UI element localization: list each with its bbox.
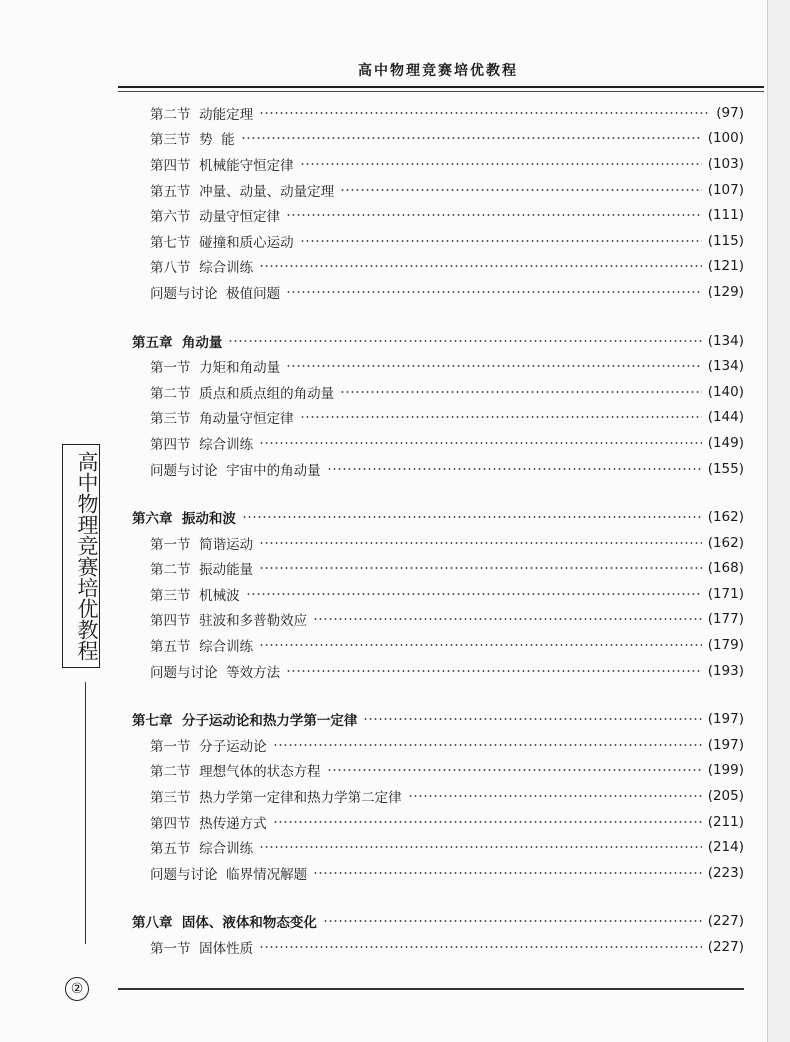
toc-entry-title: 问题与讨论 临界情况解题	[150, 866, 308, 883]
toc-entry-title: 第四节 驻波和多普勒效应	[150, 613, 308, 630]
toc-entry-title: 第八节 综合训练	[150, 260, 254, 277]
dot-leader	[408, 795, 702, 797]
dot-leader	[327, 769, 702, 771]
toc-page-number: (162)	[707, 509, 744, 526]
dot-leader	[259, 846, 702, 848]
toc-page-number: (205)	[707, 788, 744, 805]
header-rule-thin	[118, 91, 764, 92]
toc-chapter-entry[interactable]	[132, 504, 744, 530]
dot-leader	[363, 718, 701, 720]
toc-page-number: (168)	[707, 560, 744, 577]
toc-chapter-entry[interactable]	[132, 706, 744, 732]
toc-entry-title: 第二节 质点和质点组的角动量	[150, 385, 335, 402]
toc-page-number: (227)	[707, 913, 744, 930]
toc-entry-title: 第二节 振动能量	[150, 562, 254, 579]
toc-entry-title: 第五章 角动量	[132, 334, 223, 351]
toc-page-number: (223)	[707, 864, 744, 881]
dot-leader	[300, 416, 702, 418]
toc-entry-title: 第三节 势 能	[150, 132, 235, 149]
toc-spacer	[132, 481, 744, 504]
toc-entry-title: 第四节 热传递方式	[150, 815, 267, 832]
toc-page-number: (129)	[707, 283, 744, 300]
toc-entry-title: 第四节 机械能守恒定律	[150, 157, 294, 174]
toc-page-number: (214)	[707, 839, 744, 856]
toc-entry-title: 第三节 机械波	[150, 587, 240, 604]
toc-page-number: (134)	[707, 358, 744, 375]
toc-entry-title: 第三节 角动量守恒定律	[150, 411, 294, 428]
toc-section-entry[interactable]	[132, 254, 744, 280]
toc-entry-title: 第七章 分子运动论和热力学第一定律	[132, 713, 358, 730]
dot-leader	[246, 593, 702, 595]
dot-leader	[286, 214, 702, 216]
toc-page-number: (100)	[707, 130, 744, 147]
dot-leader	[228, 340, 701, 342]
toc-entry-title: 第五节 综合训练	[150, 841, 254, 858]
dot-leader	[323, 920, 702, 922]
toc-page-number: (162)	[707, 534, 744, 551]
dot-leader	[286, 365, 702, 367]
toc-section-entry[interactable]	[132, 379, 744, 405]
toc-section-entry[interactable]	[132, 126, 744, 152]
toc-section-entry[interactable]	[132, 809, 744, 835]
toc-section-entry[interactable]	[132, 353, 744, 379]
footer-rule	[118, 988, 744, 990]
toc-page-number: (134)	[707, 332, 744, 349]
dot-leader	[340, 391, 702, 393]
toc-entry-title: 第七节 碰撞和质心运动	[150, 234, 294, 251]
dot-leader	[259, 265, 702, 267]
toc-entry-title: 第三节 热力学第一定律和热力学第二定律	[150, 790, 402, 807]
dot-leader	[286, 291, 702, 293]
toc-section-entry[interactable]	[132, 151, 744, 177]
toc-section-entry[interactable]	[132, 834, 744, 860]
toc-section-entry[interactable]	[132, 783, 744, 809]
page-number: ②	[65, 977, 89, 1001]
side-divider	[85, 682, 86, 944]
toc-entry-title: 第二节 动能定理	[150, 106, 254, 123]
dot-leader	[241, 137, 702, 139]
dot-leader	[259, 946, 702, 948]
toc-chapter-entry[interactable]	[132, 328, 744, 354]
page-edge-shadow	[767, 0, 790, 1042]
toc-page-number: (227)	[707, 939, 744, 956]
toc-section-entry[interactable]	[132, 430, 744, 456]
toc-spacer	[132, 683, 744, 706]
dot-leader	[313, 618, 702, 620]
toc-entry-title: 问题与讨论 宇宙中的角动量	[150, 462, 321, 479]
toc-page-number: (197)	[707, 711, 744, 728]
toc-section-entry[interactable]	[132, 530, 744, 556]
toc-section-entry[interactable]	[132, 405, 744, 431]
dot-leader	[259, 567, 702, 569]
toc-section-entry[interactable]	[132, 202, 744, 228]
toc-entry-title: 第四节 综合训练	[150, 436, 254, 453]
toc-entry-title: 问题与讨论 极值问题	[150, 285, 281, 302]
toc-section-entry[interactable]	[132, 607, 744, 633]
dot-leader	[327, 468, 702, 470]
toc-page-number: (193)	[707, 662, 744, 679]
toc-page-number: (177)	[707, 611, 744, 628]
toc-spacer	[132, 886, 744, 909]
toc-page-number: (199)	[707, 762, 744, 779]
toc-page-number: (211)	[707, 813, 744, 830]
toc-page-number: (97)	[716, 104, 744, 121]
toc-page-number: (140)	[707, 383, 744, 400]
toc-page-number: (149)	[707, 434, 744, 451]
dot-leader	[259, 644, 702, 646]
toc-page-number: (111)	[707, 207, 744, 224]
toc-entry-title: 第一节 简谐运动	[150, 536, 254, 553]
toc-section-entry[interactable]	[132, 556, 744, 582]
dot-leader	[259, 542, 702, 544]
dot-leader	[286, 670, 702, 672]
dot-leader	[300, 240, 702, 242]
toc-entry-title: 第一节 分子运动论	[150, 738, 267, 755]
toc-page-number: (107)	[707, 181, 744, 198]
dot-leader	[259, 442, 702, 444]
toc-page-number: (179)	[707, 637, 744, 654]
toc-section-entry[interactable]	[132, 581, 744, 607]
dot-leader	[300, 163, 702, 165]
toc-page-number: (144)	[707, 409, 744, 426]
toc-section-entry[interactable]	[132, 732, 744, 758]
dot-leader	[273, 821, 702, 823]
toc-page-number: (103)	[707, 155, 744, 172]
toc-entry-title: 第五节 综合训练	[150, 639, 254, 656]
toc-section-entry[interactable]	[132, 632, 744, 658]
side-title: 高中物理竞赛培优教程	[75, 451, 99, 661]
toc-section-entry[interactable]	[132, 934, 744, 960]
side-title-box	[62, 444, 100, 668]
toc-entry-title: 第一节 固体性质	[150, 941, 254, 958]
toc-entry-title: 第八章 固体、液体和物态变化	[132, 915, 317, 932]
toc-section-entry[interactable]	[132, 758, 744, 784]
toc-page-number: (155)	[707, 460, 744, 477]
toc-section-entry[interactable]	[132, 860, 744, 886]
toc-chapter-entry[interactable]	[132, 909, 744, 935]
toc-page-number: (197)	[707, 736, 744, 753]
toc-page-number: (171)	[707, 585, 744, 602]
dot-leader	[273, 744, 702, 746]
toc-section-entry[interactable]	[132, 456, 744, 482]
dot-leader	[259, 112, 710, 114]
toc-section-entry[interactable]	[132, 228, 744, 254]
dot-leader	[340, 189, 702, 191]
toc-entry-title: 问题与讨论 等效方法	[150, 664, 281, 681]
toc-section-entry[interactable]	[132, 100, 744, 126]
dot-leader	[313, 872, 702, 874]
toc-page-number: (121)	[707, 258, 744, 275]
toc-entry-title: 第二节 理想气体的状态方程	[150, 764, 321, 781]
toc-page-number: (115)	[707, 232, 744, 249]
toc-section-entry[interactable]	[132, 177, 744, 203]
table-of-contents	[132, 100, 744, 960]
toc-entry-title: 第五节 冲量、动量、动量定理	[150, 183, 335, 200]
toc-entry-title: 第六章 振动和波	[132, 511, 236, 528]
header-rule	[118, 86, 764, 88]
toc-entry-title: 第六节 动量守恒定律	[150, 209, 281, 226]
dot-leader	[242, 516, 702, 518]
book-title-header: 高中物理竞赛培优教程	[358, 63, 518, 79]
toc-section-entry[interactable]	[132, 658, 744, 684]
toc-entry-title: 第一节 力矩和角动量	[150, 360, 281, 377]
toc-section-entry[interactable]	[132, 279, 744, 305]
toc-spacer	[132, 305, 744, 328]
